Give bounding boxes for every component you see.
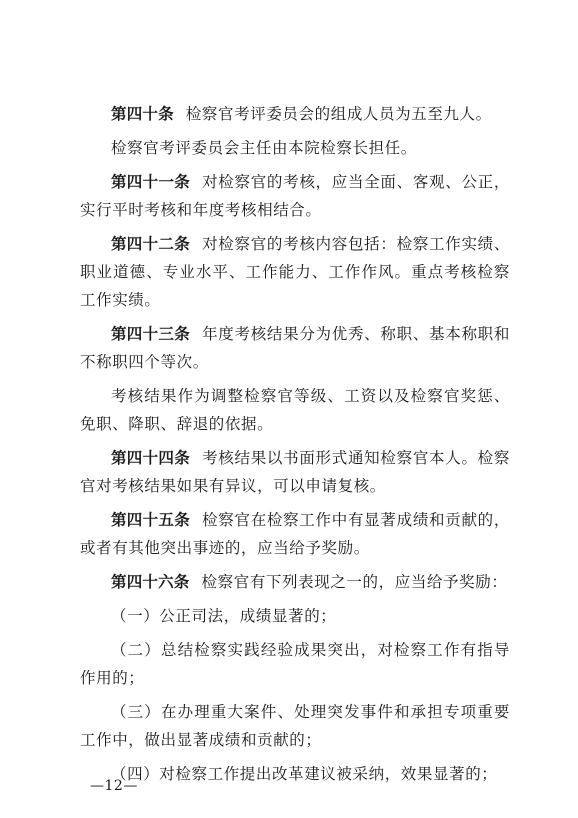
article-number: 第四十一条 [111,173,191,191]
paragraph-text: 检察官在检察工作中有显著成绩和贡献的，或者有其他突出事迹的，应当给予奖励。 [80,511,510,557]
list-item-3 [80,698,510,754]
list-item-4 [80,760,510,788]
paragraph-article-44 [80,444,510,500]
article-number: 第四十六条 [111,573,190,591]
paragraph-article-40 [80,100,510,128]
article-number: 第四十四条 [111,449,191,467]
article-number: 第四十条 [111,105,174,123]
paragraph-article-41 [80,168,510,224]
article-number: 第四十五条 [111,511,191,529]
paragraph-text: 检察官考评委员会主任由本院检察长担任。 [111,139,417,157]
paragraph-text: 检察官考评委员会的组成人员为五至九人。 [185,105,492,123]
paragraph-article-46 [80,568,510,596]
article-number: 第四十三条 [111,325,191,343]
paragraph-text: 考核结果作为调整检察官等级、工资以及检察官奖惩、免职、降职、辞退的依据。 [80,387,510,433]
paragraph-article-42 [80,230,510,314]
paragraph-text: 对检察官的考核，应当全面、客观、公正，实行平时考核和年度考核相结合。 [80,173,510,219]
document-body [80,100,510,794]
list-item-2 [80,636,510,692]
paragraph-text: 考核结果以书面形式通知检察官本人。检察官对考核结果如果有异议，可以申请复核。 [80,449,510,495]
paragraph-text: 年度考核结果分为优秀、称职、基本称职和不称职四个等次。 [80,325,510,371]
list-item-1 [80,602,510,630]
paragraph-article-45 [80,506,510,562]
paragraph-text: 对检察官的考核内容包括：检察工作实绩、职业道德、专业水平、工作能力、工作作风。重点考核检察工作实绩。 [80,235,510,309]
paragraph-text: （三）在办理重大案件、处理突发事件和承担专项重要工作中，做出显著成绩和贡献的； [80,703,510,749]
paragraph-text: （二）总结检察实践经验成果突出，对检察工作有指导作用的； [80,641,510,687]
paragraph-text: （一）公正司法，成绩显著的； [111,607,337,625]
article-number: 第四十二条 [111,235,191,253]
paragraph-article-43 [80,320,510,376]
page-number: —12— [90,778,138,794]
paragraph-text: （四）对检察工作提出改革建议被采纳，效果显著的； [111,765,498,783]
paragraph-article-40-2 [80,134,510,162]
paragraph-article-43-2 [80,382,510,438]
paragraph-text: 检察官有下列表现之一的，应当给予奖励： [201,573,508,591]
